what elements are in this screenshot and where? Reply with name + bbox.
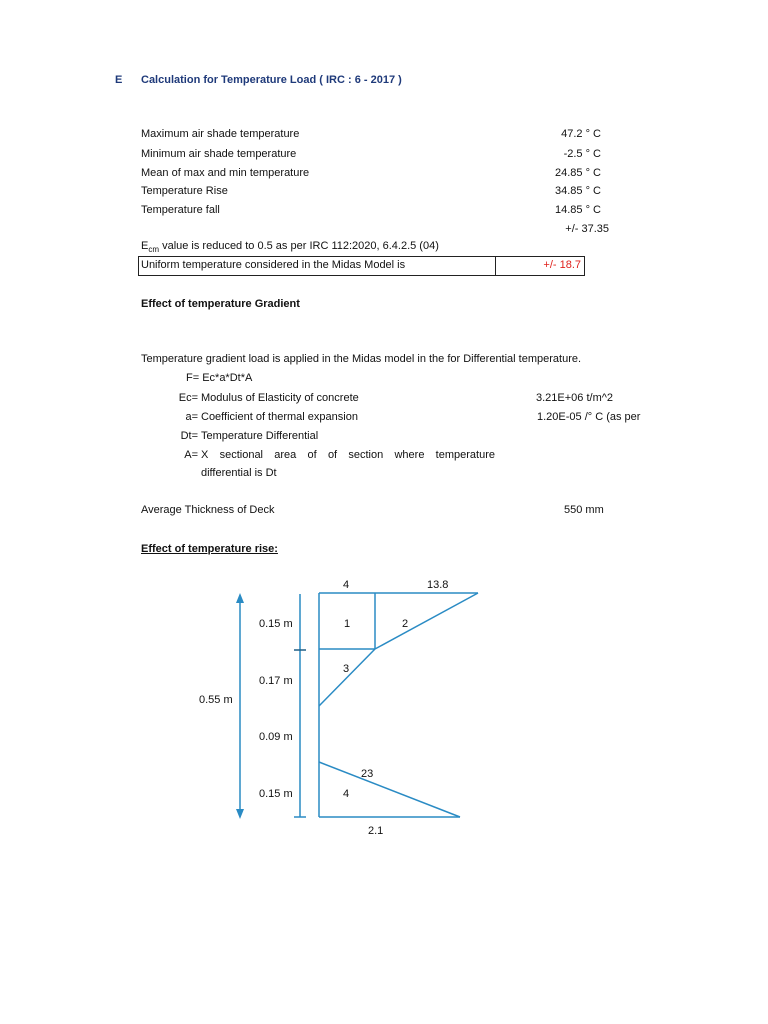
ecm-symbol: E	[141, 240, 149, 252]
def-symbol-area: A=	[184, 449, 198, 461]
ecm-note	[141, 240, 439, 254]
def-symbol-ec: Ec=	[178, 392, 198, 404]
total-depth-label: 0.55 m	[199, 694, 233, 706]
rise-heading: Effect of temperature rise:	[141, 543, 278, 555]
region-label-1: 1	[344, 618, 351, 630]
region-label-3: 3	[343, 663, 350, 675]
arrow-down-icon	[236, 809, 244, 819]
gradient-heading: Effect of temperature Gradient	[141, 298, 300, 310]
gradient-intro: Temperature gradient load is applied in the Midas model in the for Differential temperature.	[141, 353, 582, 365]
bottom-region-label-23: 23	[361, 768, 374, 780]
segment-label-1: 0.15 m	[259, 618, 293, 630]
temp-range-value: +/- 37.35	[565, 223, 609, 235]
segment-label-4: 0.15 m	[259, 788, 293, 800]
middle-diagonal	[319, 649, 375, 706]
segment-label-3: 0.09 m	[259, 731, 293, 743]
arrow-up-icon	[236, 593, 244, 603]
section-title: Calculation for Temperature Load ( IRC : 6 - 2017 )	[141, 74, 402, 86]
temp-value-fall: 14.85 ° C	[555, 204, 601, 216]
deck-value: 550 mm	[564, 504, 604, 516]
def-desc-area-line1: X sectional area of of section where temperature	[201, 449, 495, 461]
bottom-value-label: 2.1	[368, 825, 384, 837]
def-desc-dt: Temperature Differential	[201, 430, 319, 442]
def-desc-a: Coefficient of thermal expansion	[201, 411, 358, 423]
temp-label-mean: Mean of max and min temperature	[141, 167, 310, 179]
bottom-region-label-4: 4	[343, 788, 350, 800]
deck-label: Average Thickness of Deck	[141, 504, 275, 516]
temp-value-mean: 24.85 ° C	[555, 167, 601, 179]
def-value-ec: 3.21E+06 t/m^2	[536, 392, 614, 404]
section-letter: E	[115, 74, 123, 86]
gradient-formula: F= Ec*a*Dt*A	[186, 372, 253, 384]
ecm-note-text: value is reduced to 0.5 as per IRC 112:2020, 6.4.2.5 (04)	[159, 240, 439, 252]
top-label-right: 13.8	[427, 579, 449, 591]
region-label-2: 2	[402, 618, 409, 630]
uniform-value: +/- 18.7	[543, 259, 581, 271]
def-value-a: 1.20E-05 /° C (as per	[537, 411, 641, 423]
temp-value-max: 47.2 ° C	[561, 128, 601, 140]
def-symbol-a: a=	[185, 411, 198, 423]
temp-label-max: Maximum air shade temperature	[141, 128, 300, 140]
top-region-diagonal	[375, 593, 478, 649]
bottom-diagonal	[319, 762, 460, 817]
def-desc-ec: Modulus of Elasticity of concrete	[201, 392, 359, 404]
def-desc-area-line2: differential is Dt	[201, 467, 277, 479]
uniform-label: Uniform temperature considered in the Midas Model is	[141, 259, 406, 271]
temp-value-min: -2.5 ° C	[563, 148, 601, 160]
segment-label-2: 0.17 m	[259, 675, 293, 687]
def-symbol-dt: Dt=	[180, 430, 198, 442]
temp-value-rise: 34.85 ° C	[555, 185, 601, 197]
temp-label-min: Minimum air shade temperature	[141, 148, 297, 160]
top-label-left: 4	[343, 579, 350, 591]
ecm-subscript: cm	[148, 245, 160, 255]
temp-label-fall: Temperature fall	[141, 204, 220, 216]
diagram-lines	[240, 593, 478, 817]
temp-label-rise: Temperature Rise	[141, 185, 228, 197]
